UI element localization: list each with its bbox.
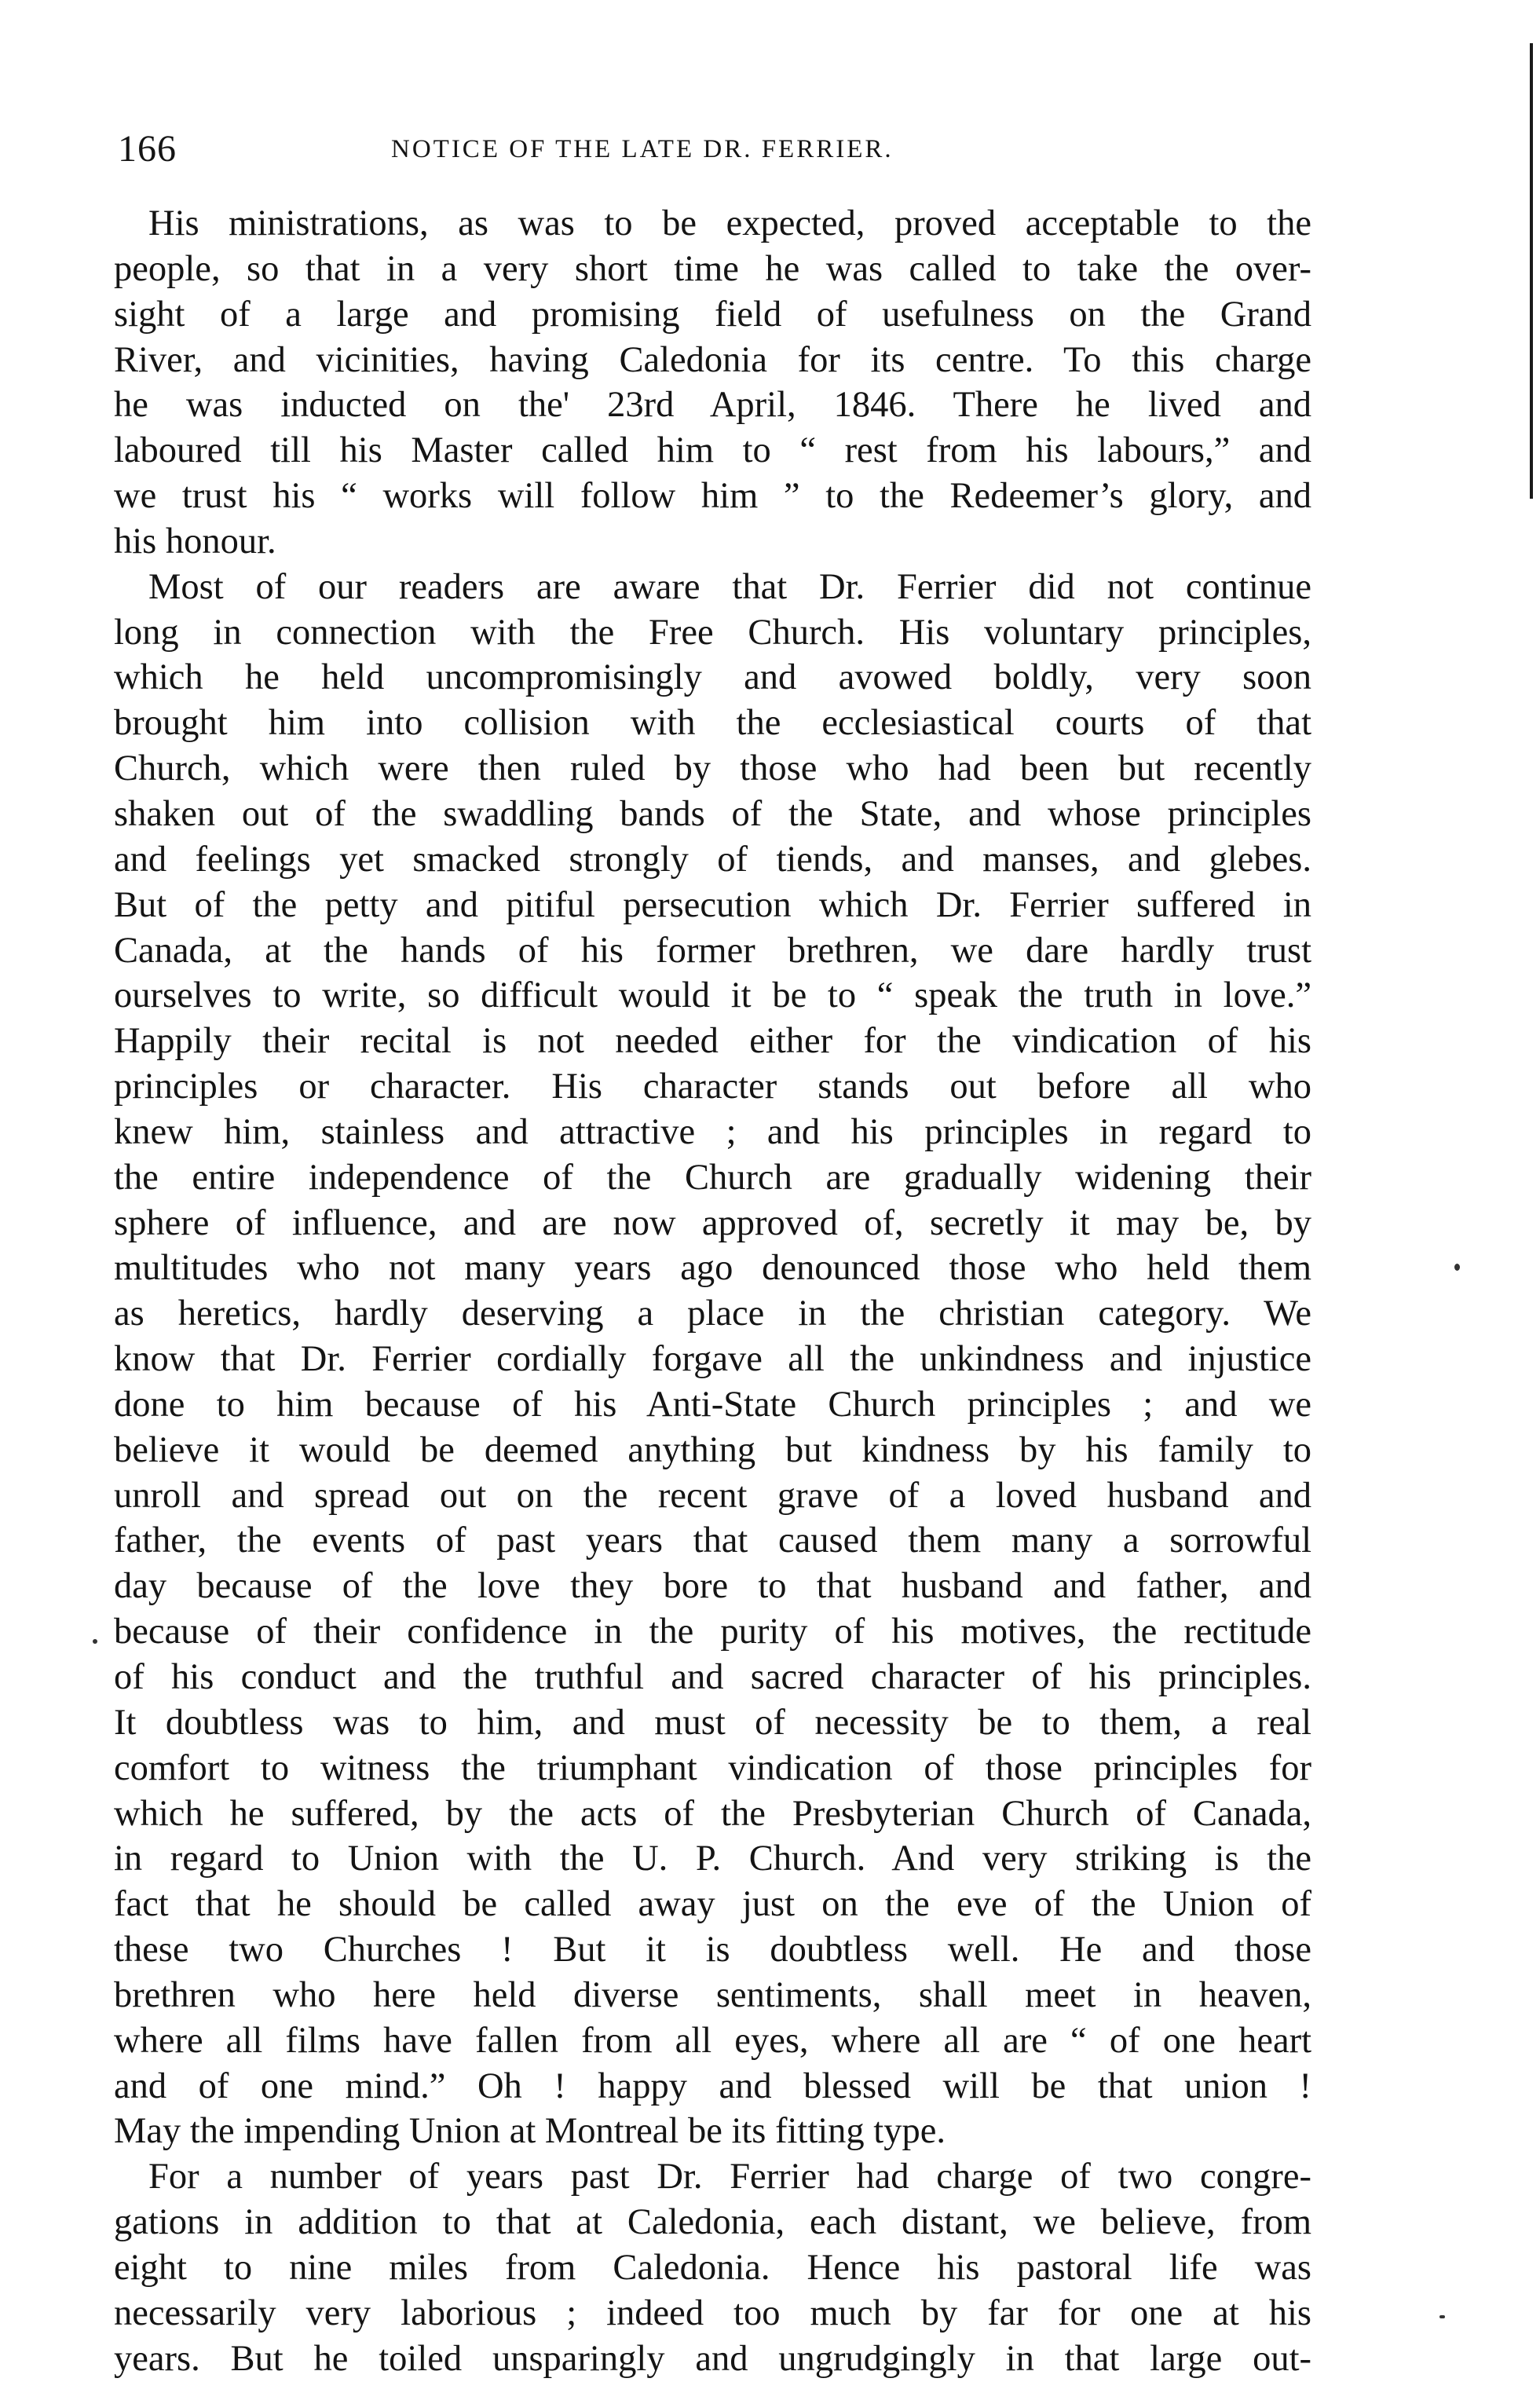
- text-line: River, and vicinities, having Caledonia for its centre. To this charge: [114, 339, 1311, 380]
- margin-mark: [93, 1639, 97, 1644]
- text-line: believe it would be deemed anything but kindness by his family to: [114, 1429, 1311, 1470]
- text-line: necessarily very laborious ; indeed too much by far for one at his: [114, 2292, 1311, 2333]
- text-line: brethren who here held diverse sentiments, shall meet in heaven,: [114, 1974, 1311, 2015]
- text-line: his honour.: [114, 521, 276, 562]
- text-line: comfort to witness the triumphant vindication of those principles for: [114, 1747, 1311, 1788]
- text-line: people, so that in a very short time he was called to take the over-: [114, 248, 1311, 289]
- text-line: he was inducted on the' 23rd April, 1846. There he lived and: [114, 385, 1311, 426]
- text-line: But of the petty and pitiful persecution which Dr. Ferrier suffered in: [114, 884, 1311, 925]
- text-line: Most of our readers are aware that Dr. Ferrier did not continue: [148, 566, 1311, 607]
- page-header: [118, 127, 1311, 174]
- text-line: knew him, stainless and attractive ; and his principles in regard to: [114, 1111, 1311, 1152]
- text-line: multitudes who not many years ago denounced those who held them: [114, 1248, 1311, 1289]
- text-line: gations in addition to that at Caledonia, each distant, we believe, from: [114, 2202, 1311, 2243]
- text-line: unroll and spread out on the recent grave of a loved husband and: [114, 1475, 1311, 1516]
- text-line: in regard to Union with the U. P. Church. And very striking is the: [114, 1839, 1311, 1879]
- margin-mark: [1454, 1264, 1460, 1271]
- text-line: Church, which were then ruled by those who had been but recently: [114, 748, 1311, 789]
- text-line: we trust his “ works will follow him ” to the Redeemer’s glory, and: [114, 476, 1311, 517]
- text-line: His ministrations, as was to be expected, proved acceptable to the: [148, 203, 1311, 243]
- text-line: and feelings yet smacked strongly of tiends, and manses, and glebes.: [114, 839, 1311, 880]
- text-line: It doubtless was to him, and must of necessity be to them, a real: [114, 1702, 1311, 1743]
- text-line: shaken out of the swaddling bands of the State, and whose principles: [114, 793, 1311, 834]
- text-line: these two Churches ! But it is doubtless well. He and those: [114, 1930, 1311, 1970]
- text-line: and of one mind.” Oh ! happy and blessed will be that union !: [114, 2065, 1311, 2106]
- text-line: For a number of years past Dr. Ferrier had charge of two congre-: [148, 2157, 1311, 2197]
- text-line: day because of the love they bore to that husband and father, and: [114, 1566, 1311, 1607]
- text-line: long in connection with the Free Church. His voluntary principles,: [114, 612, 1311, 653]
- scan-edge-rule: [1530, 43, 1533, 499]
- text-line: because of their confidence in the purity of his motives, the rectitude: [114, 1612, 1311, 1652]
- text-line: Happily their recital is not needed either for the vindication of his: [114, 1021, 1311, 1062]
- text-line: eight to nine miles from Caledonia. Hence his pastoral life was: [114, 2247, 1311, 2288]
- text-line: Canada, at the hands of his former brethren, we dare hardly trust: [114, 930, 1311, 971]
- text-line: as heretics, hardly deserving a place in the christian category. We: [114, 1293, 1311, 1334]
- text-line: May the impending Union at Montreal be its fitting type.: [114, 2111, 946, 2152]
- text-line: done to him because of his Anti-State Church principles ; and we: [114, 1384, 1311, 1425]
- body-text: [114, 201, 1311, 2382]
- text-line: of his conduct and the truthful and sacred character of his principles.: [114, 1657, 1311, 1697]
- page-number: 166: [118, 128, 177, 170]
- text-line: sphere of influence, and are now approved of, secretly it may be, by: [114, 1202, 1311, 1243]
- text-line: laboured till his Master called him to “ rest from his labours,” and: [114, 430, 1311, 471]
- text-line: fact that he should be called away just on the eve of the Union of: [114, 1884, 1311, 1925]
- text-line: where all films have fallen from all eyes, where all are “ of one heart: [114, 2020, 1311, 2061]
- text-line: sight of a large and promising field of usefulness on the Grand: [114, 294, 1311, 335]
- text-line: know that Dr. Ferrier cordially forgave all the unkindness and injustice: [114, 1339, 1311, 1380]
- text-line: father, the events of past years that caused them many a sorrowful: [114, 1520, 1311, 1561]
- text-line: principles or character. His character stands out before all who: [114, 1067, 1311, 1107]
- text-line: which he held uncompromisingly and avowed boldly, very soon: [114, 657, 1311, 698]
- text-line: which he suffered, by the acts of the Presbyterian Church of Canada,: [114, 1793, 1311, 1834]
- text-line: ourselves to write, so difficult would it be to “ speak the truth in love.”: [114, 975, 1311, 1016]
- text-line: years. But he toiled unsparingly and ungrudgingly in that large out-: [114, 2338, 1311, 2379]
- text-line: the entire independence of the Church are gradually widening their: [114, 1157, 1311, 1198]
- running-head: NOTICE OF THE LATE DR. FERRIER.: [391, 135, 894, 163]
- margin-mark: [1439, 2315, 1445, 2318]
- text-line: brought him into collision with the ecclesiastical courts of that: [114, 703, 1311, 744]
